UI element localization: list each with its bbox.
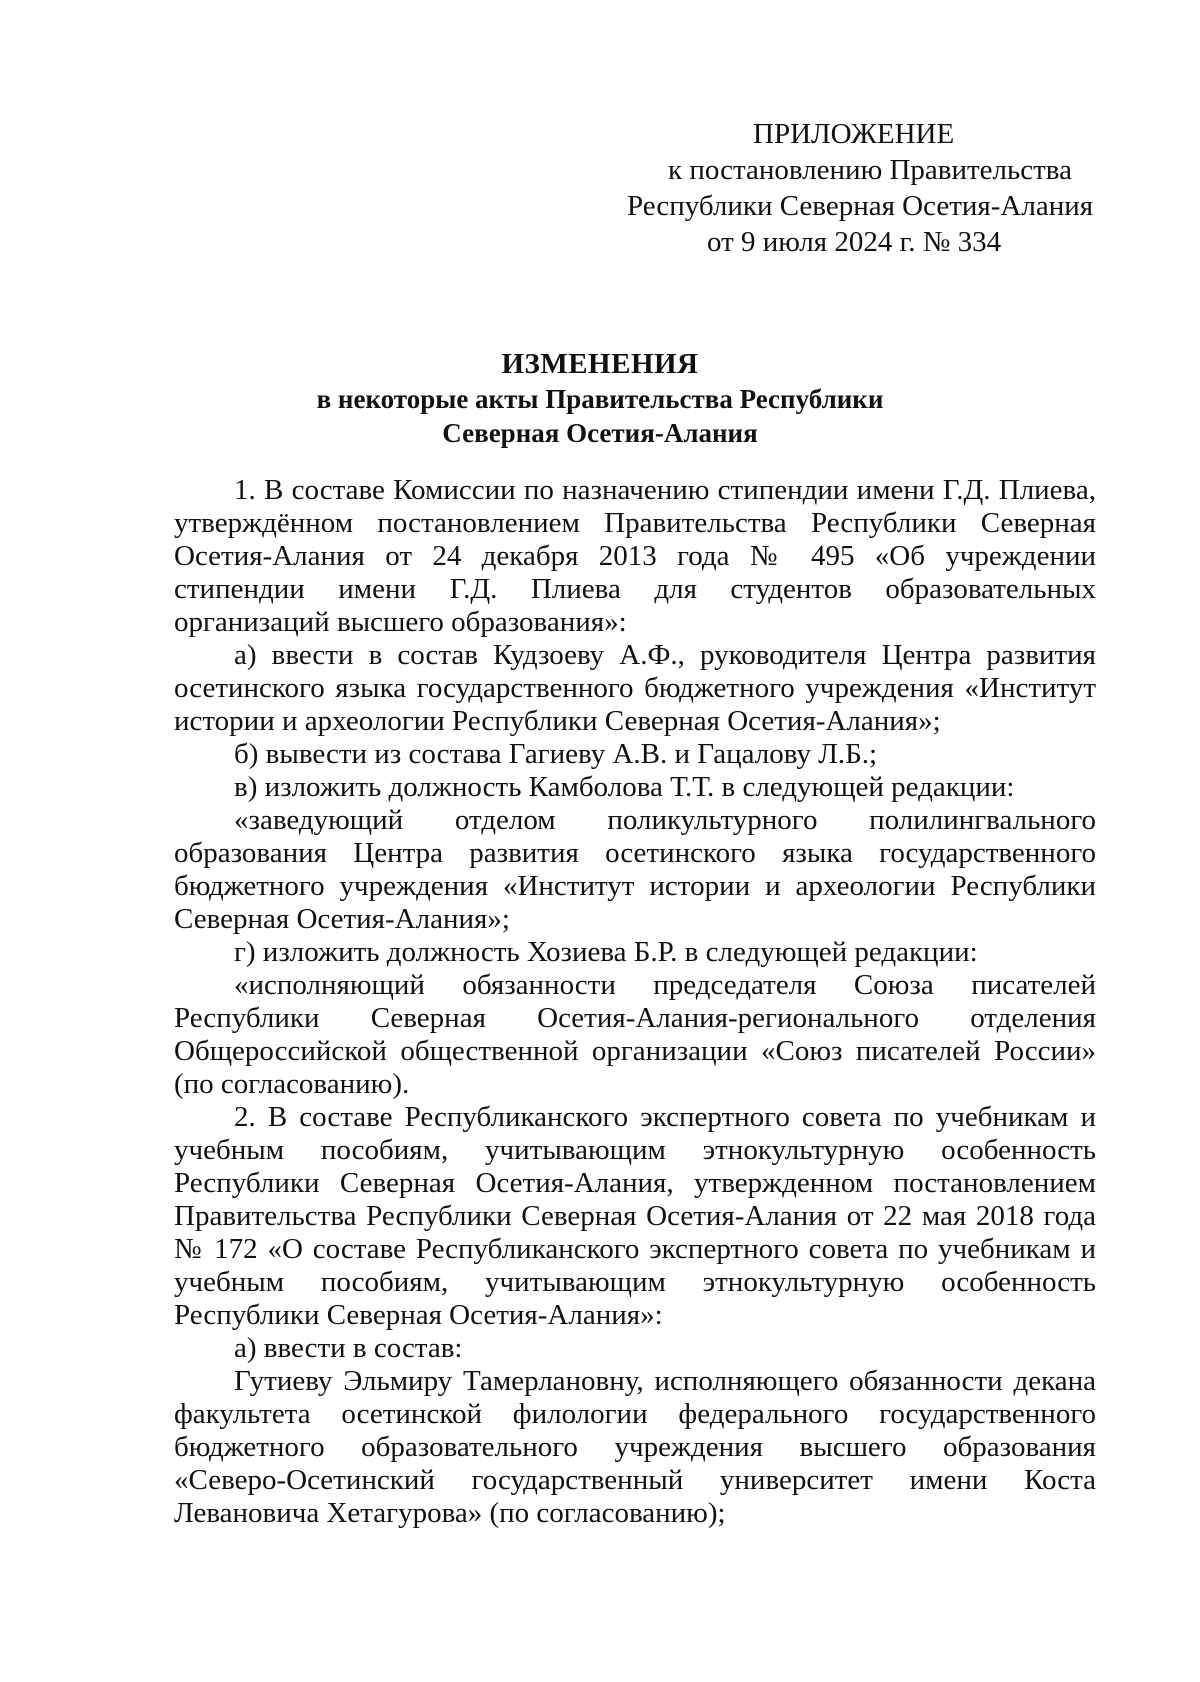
paragraph-2: 2. В составе Республиканского экспертного совета по учебникам и учебным пособиям, учитывающим этнокультурную особенность Республики Северная Осетия-Алания, утвержденном постановлением Правительства Республики Северная Осетия-Алания от 22 мая 2018 года № 172 «О составе Республиканского экспертного совета по учебникам и учебным пособиям, учитывающим этнокультурную особенность Республики Северная Осетия-Алания»: bbox=[174, 1101, 1096, 1331]
appendix-header bbox=[600, 116, 1120, 260]
title-main: ИЗМЕНЕНИЯ bbox=[501, 348, 699, 380]
paragraph-1c-text: «заведующий отделом поликультурного полилингвального образования Центра развития осетинского языка государственного бюджетного учреждения «Институт истории и археологии Республики Северная Осетия-Алания»; bbox=[174, 804, 1096, 935]
document-body bbox=[174, 474, 1096, 1530]
paragraph-2a-member: Гутиеву Эльмиру Тамерлановну, исполняющего обязанности декана факультета осетинской филологии федерального государственного бюджетного образовательного учреждения высшего образования «Северо-Осетинский государственный университет имени Коста Левановича Хетагурова» (по согласованию); bbox=[174, 1365, 1096, 1529]
title-subtitle-line2: Северная Осетия-Алания bbox=[442, 418, 758, 448]
document-title bbox=[0, 346, 1200, 450]
paragraph-1b: б) вывести из состава Гагиеву А.В. и Гацалову Л.Б.; bbox=[234, 738, 878, 770]
resolution-reference: к постановлению Правительства bbox=[668, 154, 1072, 186]
paragraph-1d-text: «исполняющий обязанности председателя Союза писателей Республики Северная Осетия-Алания-регионального отделения Общероссийской общественной организации «Союз писателей России» (по согласованию). bbox=[174, 969, 1096, 1100]
government-name: Республики Северная Осетия-Алания bbox=[627, 190, 1094, 222]
resolution-date-number: от 9 июля 2024 г. № 334 bbox=[707, 226, 1002, 258]
paragraph-1a: а) ввести в состав Кудзоеву А.Ф., руководителя Центра развития осетинского языка государственного бюджетного учреждения «Институт истории и археологии Республики Северная Осетия-Алания»; bbox=[174, 639, 1096, 737]
appendix-label: ПРИЛОЖЕНИЕ bbox=[753, 118, 955, 150]
paragraph-1c: в) изложить должность Камболова Т.Т. в следующей редакции: bbox=[234, 771, 1015, 803]
title-subtitle-line1: в некоторые акты Правительства Республики bbox=[316, 384, 884, 414]
paragraph-2a: а) ввести в состав: bbox=[234, 1332, 463, 1364]
paragraph-1d: г) изложить должность Хозиева Б.Р. в следующей редакции: bbox=[234, 936, 978, 968]
paragraph-1: 1. В составе Комиссии по назначению стипендии имени Г.Д. Плиева, утверждённом постановлением Правительства Республики Северная Осетия-Алания от 24 декабря 2013 года № 495 «Об учреждении стипендии имени Г.Д. Плиева для студентов образовательных организаций высшего образования»: bbox=[174, 474, 1096, 638]
